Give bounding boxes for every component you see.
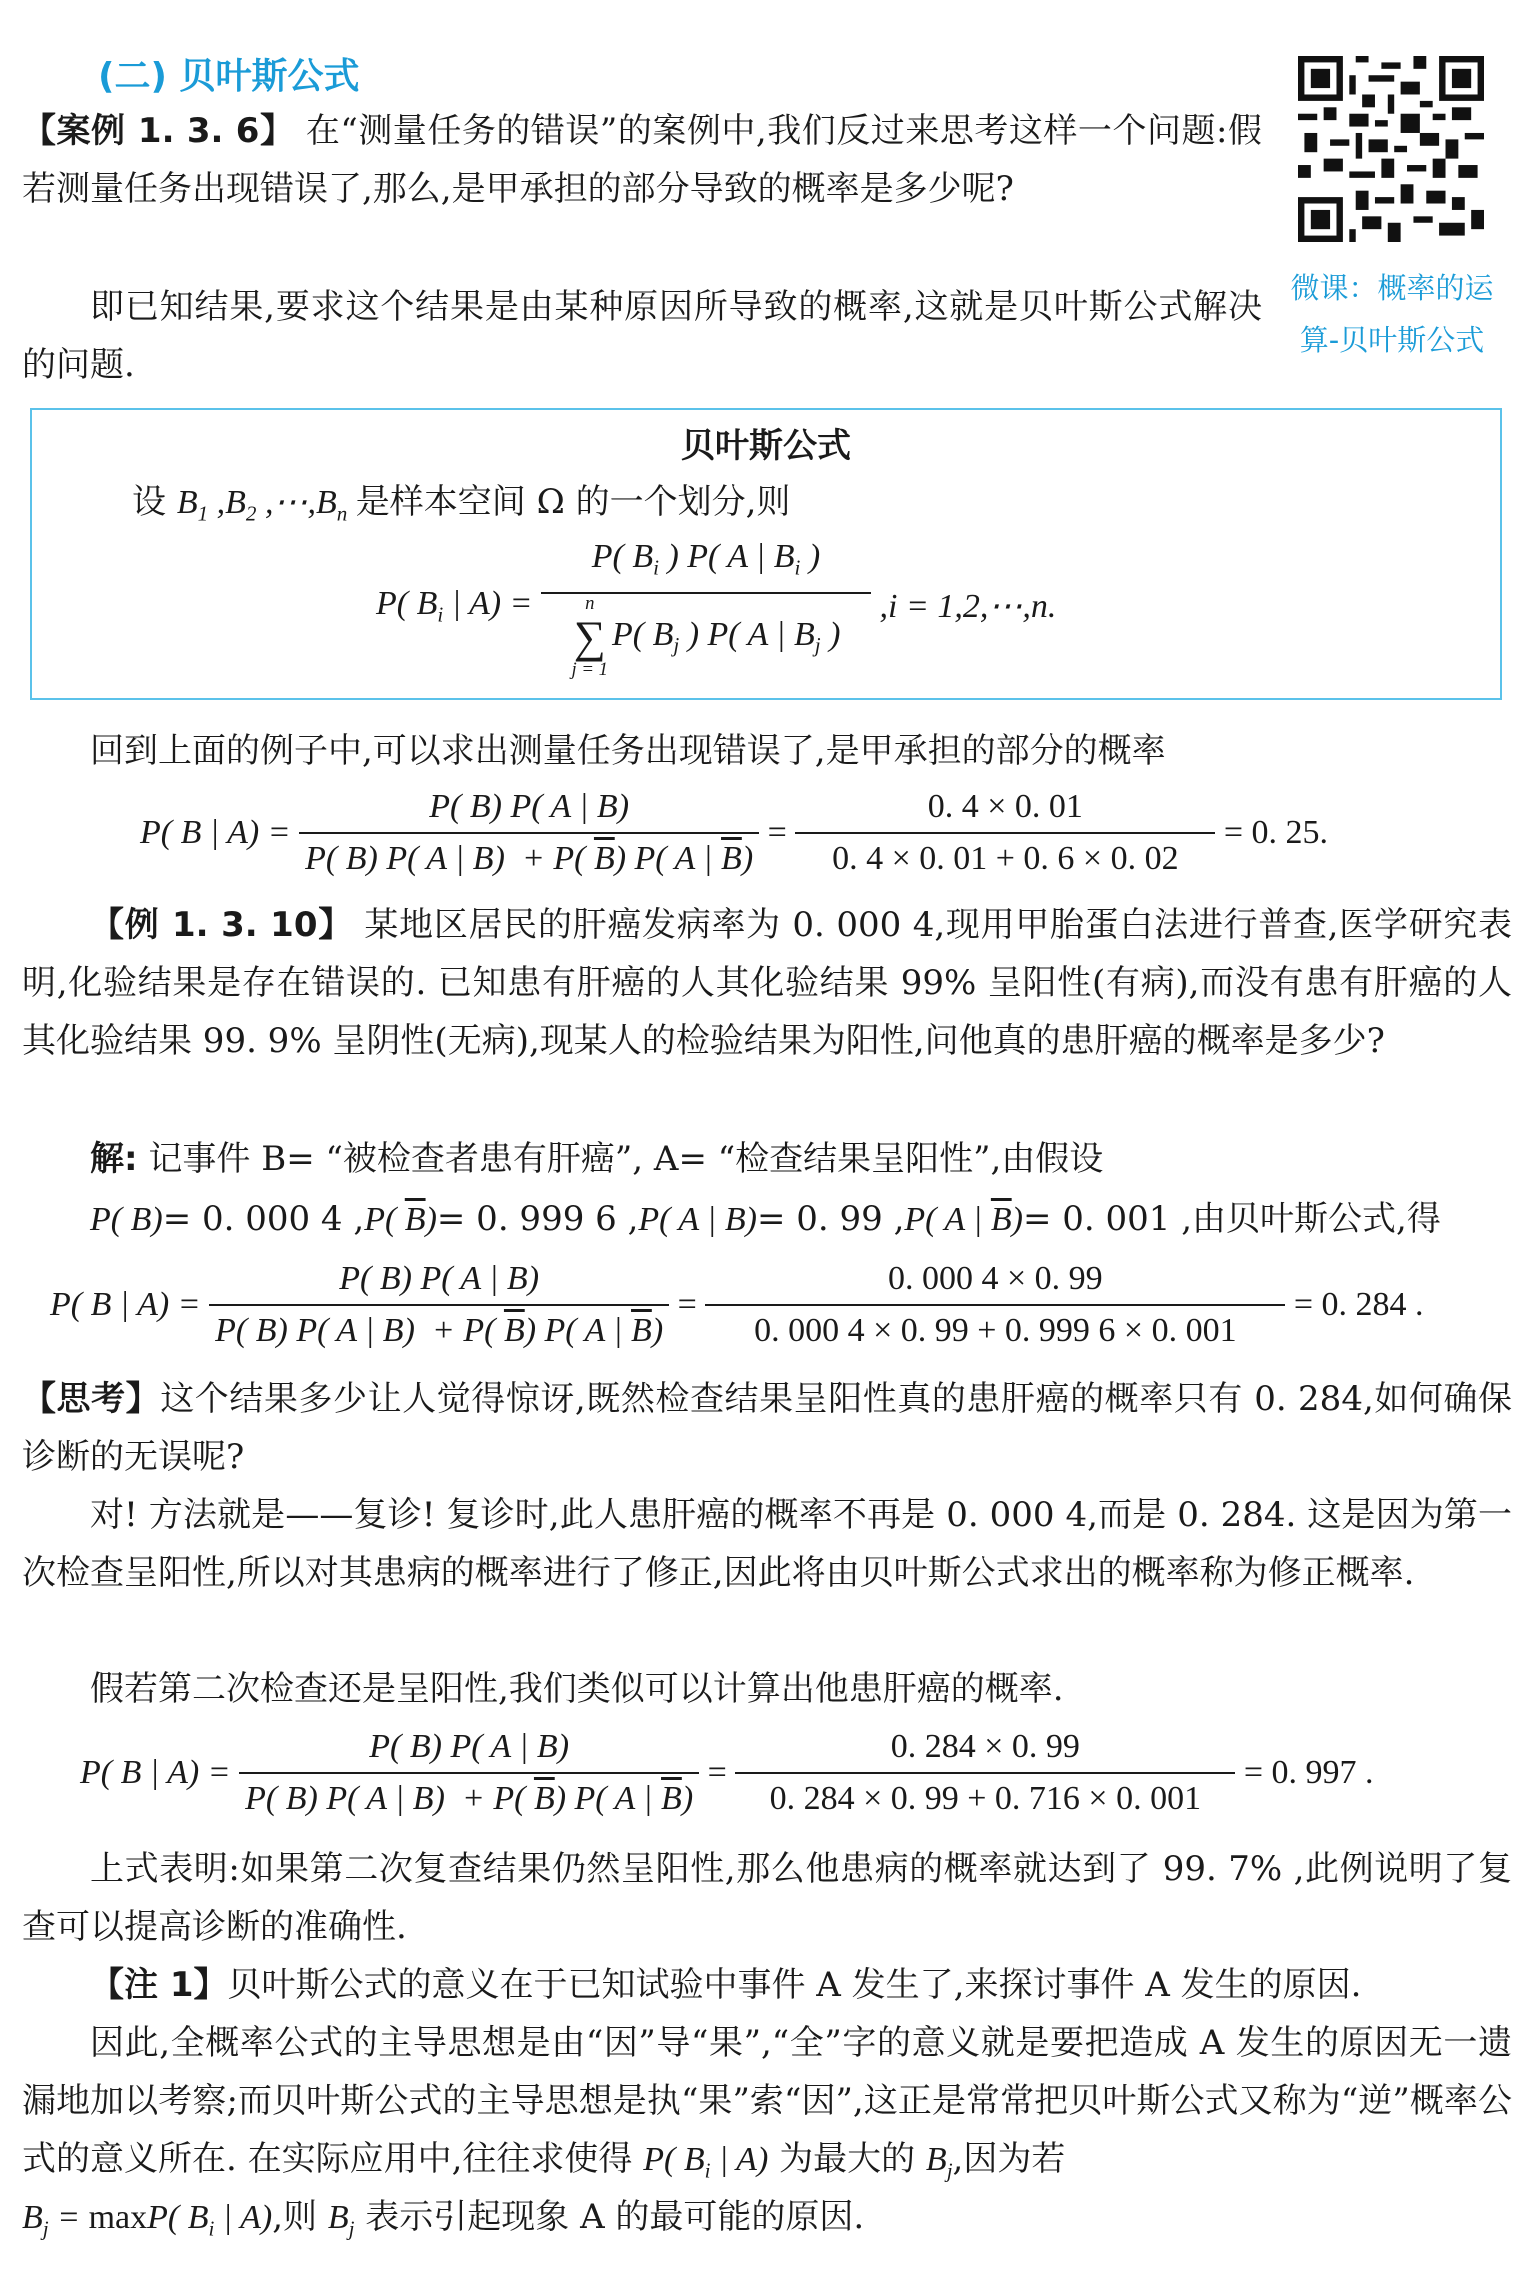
therefore-end: ,因为若 bbox=[952, 2139, 1066, 2179]
example-label: 【例 1. 3. 10】 bbox=[90, 905, 353, 945]
calc2-den: 0. 000 4 × 0. 99 + 0. 999 6 × 0. 001 bbox=[754, 1312, 1237, 1349]
intro-paragraph: 即已知结果,要求这个结果是由某种原因所导致的概率,这就是贝叶斯公式解决的问题. bbox=[22, 287, 1262, 385]
therefore-paragraph: 因此,全概率公式的主导思想是由“因”导“果”,“全”字的意义就是要把造成 A 发生的原因无一遗漏地加以考察;而贝叶斯公式的主导思想是执“果”索“因”,这正是常常把贝叶斯公式又称为“逆”概率公式的意义所在. 在实际应用中,往往求使得 P( $B_i$ | A) 为最大的 $B_j$,因为若 bbox=[22, 2023, 1512, 2183]
case-paragraph bbox=[22, 102, 1262, 218]
think-text: 这个结果多少让人觉得惊讶,既然检查结果呈阳性真的患肝癌的概率只有 0. 284,如何确保诊断的无误呢? bbox=[22, 1379, 1512, 1477]
calc1-result: = 0. 25. bbox=[1223, 814, 1329, 851]
given-pnb: = 0. 999 6 , bbox=[436, 1199, 639, 1239]
section-heading: (二) 贝叶斯公式 bbox=[98, 56, 360, 97]
second-check-paragraph: 假若第二次检查还是呈阳性,我们类似可以计算出他患肝癌的概率. bbox=[90, 1669, 1064, 1709]
box-line1 bbox=[132, 474, 790, 526]
given-pb: = 0. 000 4 , bbox=[162, 1199, 365, 1239]
given-panb: = 0. 001 ,由贝叶斯公式,得 bbox=[1022, 1199, 1441, 1239]
calc3-num: 0. 284 × 0. 99 bbox=[735, 1722, 1235, 1774]
example-text: 某地区居民的肝癌发病率为 0. 000 4,现用甲胎蛋白法进行普查,医学研究表明,化验结果是存在错误的. 已知患有肝癌的人其化验结果 99% 呈阳性(有病),而没有患有肝癌的人其化验结果 99. 9% 呈阴性(无病),现某人的检验结果为阳性,问他真的患肝癌的概率是多少? bbox=[22, 905, 1512, 1061]
qr-caption-line2: 算-贝叶斯公式 bbox=[1299, 323, 1485, 357]
solution-label: 解: bbox=[90, 1139, 138, 1179]
last-line-mid: ,则 bbox=[272, 2197, 317, 2237]
last-line-end: 表示引起现象 A 的最可能的原因. bbox=[365, 2197, 865, 2237]
calc3-formula: P( B | A) = $\frac{P( B) P( A | B)}{P( B) P( A | B) + P( \overline{B}) P( A | \overline{B})}$ = $\frac{0. 284 \times 0. 99}{0. 284 \times 0. 99 + 0. 716 \times 0. 001}$ = 0. 997 . bbox=[80, 1722, 1374, 1824]
think-label: 【思考】 bbox=[22, 1379, 161, 1419]
qr-code-icon[interactable] bbox=[1298, 56, 1484, 242]
think-paragraph bbox=[22, 1370, 1512, 1486]
calc3-result: = 0. 997 . bbox=[1243, 1754, 1374, 1791]
bayes-formula-box bbox=[30, 408, 1502, 700]
formula-tail: ,i = 1,2,⋯,n. bbox=[879, 588, 1057, 626]
calc1-num: 0. 4 × 0. 01 bbox=[795, 782, 1215, 834]
qr-caption bbox=[1272, 262, 1512, 366]
therefore-text: 因此,全概率公式的主导思想是由“因”导“果”,“全”字的意义就是要把造成 A 发生的原因无一遗漏地加以考察;而贝叶斯公式的主导思想是执“果”索“因”,这正是常常把贝叶斯公式又称为“逆”概率公式的意义所在. 在实际应用中,往往求使得 bbox=[22, 2023, 1512, 2179]
box-line1-prefix: 设 bbox=[132, 482, 166, 522]
partition-symbols: $B_1$ $,B_2$ $,\cdots,B_n$ bbox=[176, 484, 348, 526]
conclusion-paragraph: 上式表明:如果第二次复查结果仍然呈阳性,那么他患病的概率就达到了 99. 7% ,此例说明了复查可以提高诊断的准确性. bbox=[22, 1849, 1512, 1947]
last-line: $B_j = \max P$( $B_i$ | A),则 $B_j$ 表示引起现象 A 的最可能的原因. bbox=[22, 2197, 865, 2241]
given-pab: = 0. 99 , bbox=[756, 1199, 905, 1239]
box-line1-suffix: 是样本空间 Ω 的一个划分,则 bbox=[355, 482, 791, 522]
solution-text: 记事件 B= “被检查者患有肝癌”, A= “检查结果呈阳性”,由假设 bbox=[148, 1139, 1104, 1179]
case-label: 【案例 1. 3. 6】 bbox=[22, 111, 295, 151]
note-paragraph bbox=[22, 1956, 1512, 2014]
calc2-num: 0. 000 4 × 0. 99 bbox=[705, 1254, 1285, 1306]
example-paragraph bbox=[22, 896, 1512, 1070]
therefore-mid: 为最大的 bbox=[779, 2139, 916, 2179]
qr-caption-line1: 微课：概率的运 bbox=[1290, 271, 1494, 305]
solution-paragraph bbox=[22, 1130, 1512, 1188]
note-text: 贝叶斯公式的意义在于已知试验中事件 A 发生了,来探讨事件 A 发生的原因. bbox=[227, 1965, 1362, 2005]
box-title: 贝叶斯公式 bbox=[681, 426, 851, 466]
back-paragraph: 回到上面的例子中,可以求出测量任务出现错误了,是甲承担的部分的概率 bbox=[90, 731, 1166, 771]
calc1-formula: P( B | A) = $\frac{P( B) P( A | B)}{P( B) P( A | B) + P( \overline{B}) P( A | \overline{B})}$ = $\frac{0. 4 \times 0. 01}{0. 4 \times 0. 01 + 0. 6 \times 0. 02}$ = 0. 25. bbox=[140, 782, 1328, 884]
bayes-formula: P( $B_i$ | A) = P( $B_i$ ) P( A | $B_i$ ) n ∑ j = 1P( $B_j$ ) P( A | $B_j$ ) ,i = 1,2,⋯,n. bbox=[376, 532, 1056, 680]
case-text: 在“测量任务的错误”的案例中,我们反过来思考这样一个问题:假若测量任务出现错误了,那么,是甲承担的部分导致的概率是多少呢? bbox=[22, 111, 1263, 209]
given-values: P( B)= 0. 000 4 ,P( $\overline{B})= 0$. 999 6 ,P( A | B)= 0. 99 ,P( A | $\overline{B})= 0$. 001 ,由贝叶斯公式,得 bbox=[90, 1199, 1441, 1239]
note-label: 【注 1】 bbox=[90, 1965, 228, 2005]
fix-paragraph: 对! 方法就是——复诊! 复诊时,此人患肝癌的概率不再是 0. 000 4,而是 0. 284. 这是因为第一次检查呈阳性,所以对其患病的概率进行了修正,因此将由贝叶斯公式求出的概率称为修正概率. bbox=[22, 1495, 1512, 1593]
calc2-formula: P( B | A) = $\frac{P( B) P( A | B)}{P( B) P( A | B) + P( \overline{B}) P( A | \overline{B})}$ = $\frac{0. 000 4 \times 0. 99}{0. 000 4 \times 0. 99 + 0. 999 6 \times 0. 001}$ = 0. 284 . bbox=[50, 1254, 1424, 1356]
calc1-den: 0. 4 × 0. 01 + 0. 6 × 0. 02 bbox=[832, 840, 1179, 877]
calc3-den: 0. 284 × 0. 99 + 0. 716 × 0. 001 bbox=[769, 1780, 1202, 1817]
calc2-result: = 0. 284 . bbox=[1293, 1286, 1424, 1323]
